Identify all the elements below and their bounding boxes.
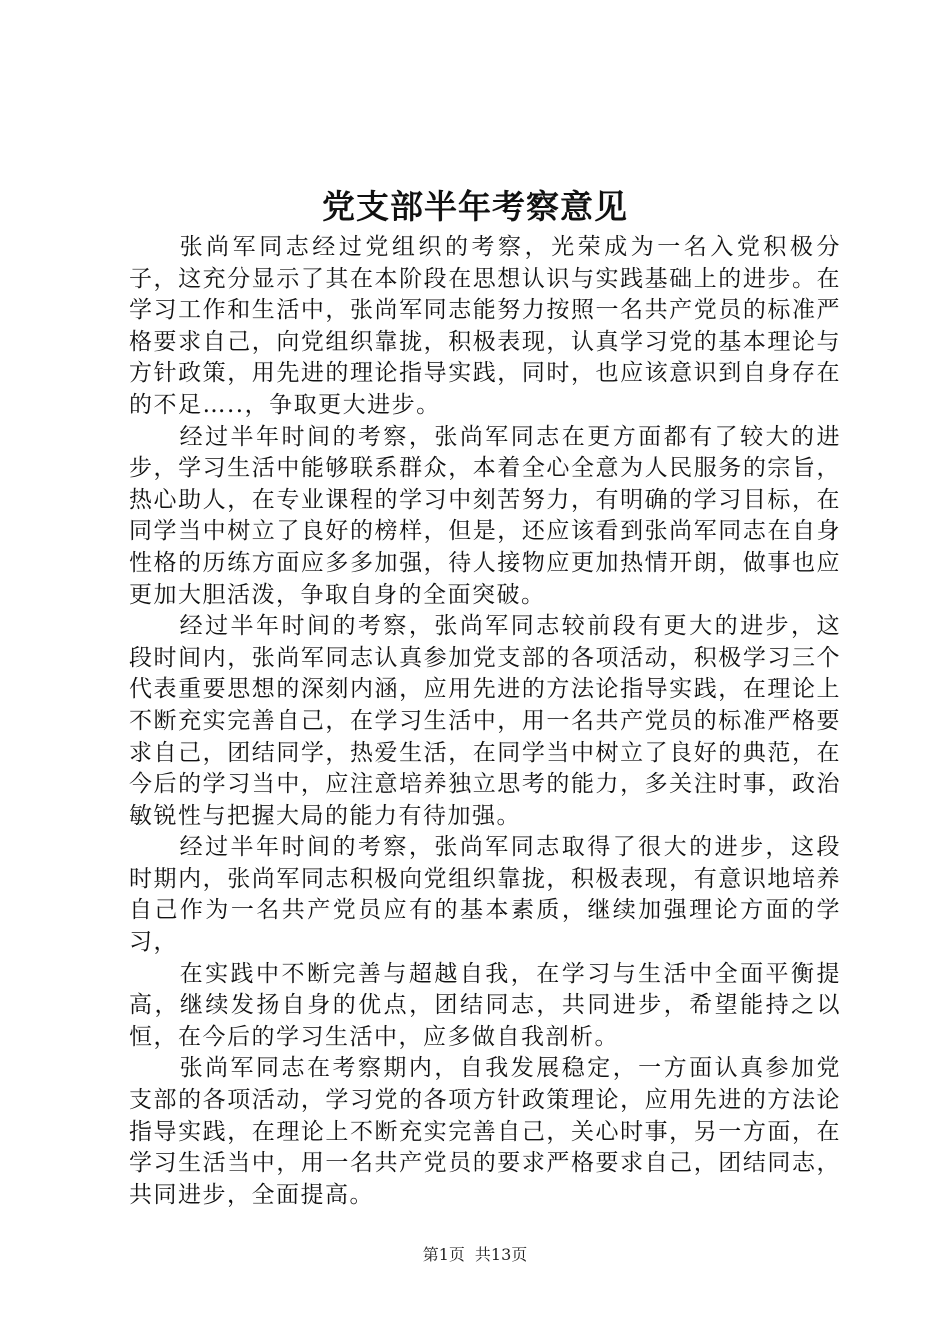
body-paragraph: 经过半年时间的考察，张尚军同志较前段有更大的进步，这段时间内，张尚军同志认真参加党支部的各项活动，积极学习三个代表重要思想的深刻内涵，应用先进的方法论指导实践，在理论上不断充实完善自己，在学习生活中，用一名共产党员的标准严格要求自己，团结同学，热爱生活，在同学当中树立了良好的典范，在今后的学习当中，应注意培养独立思考的能力，多关注时事，政治敏锐性与把握大局的能力有待加强。 (129, 613, 841, 829)
document-body (129, 232, 841, 1211)
body-paragraph: 张尚军同志在考察期内，自我发展稳定，一方面认真参加党支部的各项活动，学习党的各项方针政策理论，应用先进的方法论指导实践，在理论上不断充实完善自己，关心时事，另一方面，在学习生活当中，用一名共产党员的要求严格要求自己，团结同志，共同进步，全面提高。 (129, 1055, 841, 1208)
body-paragraph: 经过半年时间的考察，张尚军同志在更方面都有了较大的进步，学习生活中能够联系群众，本着全心全意为人民服务的宗旨，热心助人，在专业课程的学习中刻苦努力，有明确的学习目标，在同学当中树立了良好的榜样，但是，还应该看到张尚军同志在自身性格的历练方面应多多加强，待人接物应更加热情开朗，做事也应更加大胆活泼，争取自身的全面突破。 (129, 423, 841, 608)
page-total: 共13页 (474, 1245, 528, 1264)
body-paragraph: 张尚军同志经过党组织的考察，光荣成为一名入党积极分子，这充分显示了其在本阶段在思想认识与实践基础上的进步。在学习工作和生活中，张尚军同志能努力按照一名共产党员的标准严格要求自己，向党组织靠拢，积极表现，认真学习党的基本理论与方针政策，用先进的理论指导实践，同时，也应该意识到自身存在的不足…..，争取更大进步。 (129, 234, 841, 418)
body-paragraph: 经过半年时间的考察，张尚军同志取得了很大的进步，这段时期内，张尚军同志积极向党组织靠拢，积极表现，有意识地培养自己作为一名共产党员应有的基本素质，继续加强理论方面的学习， (129, 834, 841, 956)
body-paragraph: 在实践中不断完善与超越自我，在学习与生活中全面平衡提高，继续发扬自身的优点，团结同志，共同进步，希望能持之以恒，在今后的学习生活中，应多做自我剖析。 (129, 960, 841, 1050)
page-footer (0, 1243, 950, 1267)
document-title: 党支部半年考察意见 (322, 187, 628, 226)
page-number: 第1页 (422, 1245, 465, 1264)
